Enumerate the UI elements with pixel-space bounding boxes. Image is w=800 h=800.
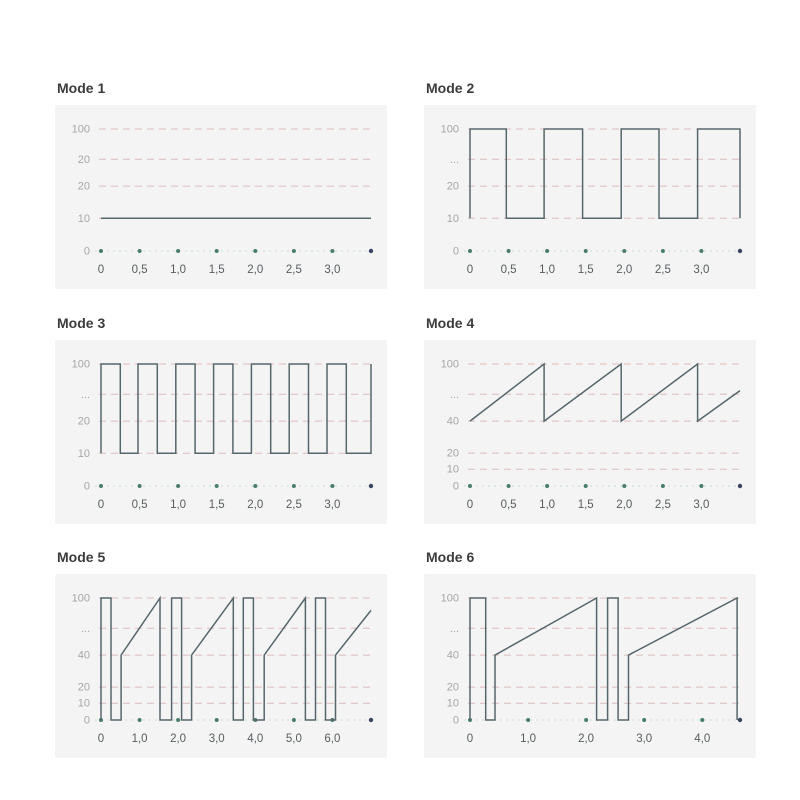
chart-title-mode-6: Mode 6 — [426, 549, 475, 565]
x-tick-label: 3,0 — [324, 264, 341, 276]
y-tick-label: 20 — [446, 447, 459, 460]
x-tick-label: 2,5 — [285, 264, 302, 276]
x-tick-label: 2,0 — [170, 733, 187, 745]
x-tick-label: 0,5 — [131, 264, 148, 276]
x-tick-label: 2,0 — [616, 264, 633, 276]
x-axis-dot — [176, 484, 180, 488]
x-axis-end-dot — [738, 484, 742, 488]
x-axis-dot — [176, 249, 180, 253]
chart-canvas-mode-6 — [424, 574, 756, 758]
x-tick-label: 0,5 — [131, 499, 148, 511]
chart-mode-5 — [55, 549, 387, 758]
y-tick-label: 100 — [71, 123, 90, 136]
chart-title-mode-5: Mode 5 — [57, 549, 106, 565]
x-tick-label: 0 — [97, 264, 105, 276]
chart-plot — [55, 340, 387, 524]
x-tick-label: 0 — [466, 264, 474, 276]
chart-title-mode-3: Mode 3 — [57, 315, 106, 331]
y-tick-label: 100 — [71, 592, 90, 605]
x-axis-dot — [292, 484, 296, 488]
chart-plot — [424, 340, 756, 524]
x-tick-label: 3,0 — [208, 733, 225, 745]
y-tick-label: 10 — [77, 212, 90, 225]
x-axis-dot — [330, 484, 334, 488]
y-tick-label: 0 — [452, 245, 459, 258]
x-axis-dot — [622, 484, 626, 488]
x-tick-label: 1,5 — [577, 499, 594, 511]
x-axis-dot — [468, 249, 472, 253]
x-tick-label: 3,0 — [324, 499, 341, 511]
y-tick-label: 0 — [452, 714, 459, 727]
chart-plot — [424, 105, 756, 289]
y-tick-label: 0 — [452, 480, 459, 493]
x-tick-label: 2,0 — [247, 499, 264, 511]
x-tick-label: 1,0 — [539, 264, 556, 276]
x-axis-dot — [468, 484, 472, 488]
x-tick-label: 4,0 — [694, 733, 711, 745]
x-axis-end-dot — [738, 249, 742, 253]
y-tick-label: 10 — [446, 697, 459, 710]
chart-mode-4 — [424, 315, 756, 524]
y-tick-label: 0 — [83, 714, 90, 727]
x-tick-label: 4,0 — [247, 733, 264, 745]
x-tick-label: 3,0 — [636, 733, 653, 745]
x-tick-label: 1,0 — [170, 264, 187, 276]
x-axis-dot — [545, 249, 549, 253]
x-tick-label: 1,0 — [520, 733, 537, 745]
y-tick-label: 100 — [71, 358, 90, 371]
x-axis-end-dot — [369, 249, 373, 253]
x-tick-label: 0 — [466, 499, 474, 511]
y-tick-label: 40 — [77, 649, 90, 662]
x-axis-dot — [215, 718, 219, 722]
x-axis-dot — [292, 249, 296, 253]
x-tick-label: 1,5 — [208, 499, 225, 511]
y-tick-label: 20 — [77, 415, 90, 428]
x-tick-label: 1,0 — [539, 499, 556, 511]
chart-canvas-mode-2 — [424, 105, 756, 289]
y-tick-label: 0 — [83, 480, 90, 493]
x-axis-dot — [584, 249, 588, 253]
chart-plot — [55, 574, 387, 758]
y-tick-label: 0 — [83, 245, 90, 258]
x-axis-dot — [330, 249, 334, 253]
x-axis-dot — [507, 249, 511, 253]
x-axis-dot — [661, 484, 665, 488]
chart-mode-1 — [55, 80, 387, 289]
waveform-line — [470, 364, 740, 421]
x-axis-dot — [253, 249, 257, 253]
x-axis-dot — [526, 718, 530, 722]
y-tick-label: 20 — [446, 180, 459, 193]
chart-plot — [55, 105, 387, 289]
x-tick-label: 1,5 — [208, 264, 225, 276]
x-tick-label: 0 — [97, 499, 105, 511]
y-tick-label: ... — [80, 388, 90, 401]
x-axis-dot — [176, 718, 180, 722]
x-axis-end-dot — [738, 718, 742, 722]
x-tick-label: 0 — [466, 733, 474, 745]
y-tick-label: ... — [449, 388, 459, 401]
x-tick-label: 1,5 — [577, 264, 594, 276]
x-axis-dot — [215, 249, 219, 253]
chart-mode-2 — [424, 80, 756, 289]
chart-canvas-mode-1 — [55, 105, 387, 289]
y-tick-label: 20 — [77, 681, 90, 694]
x-axis-dot — [138, 718, 142, 722]
x-axis-dot — [507, 484, 511, 488]
y-tick-label: 40 — [446, 415, 459, 428]
x-tick-label: 3,0 — [693, 264, 710, 276]
x-tick-label: 2,5 — [654, 264, 671, 276]
x-axis-dot — [138, 249, 142, 253]
x-tick-label: 3,0 — [693, 499, 710, 511]
x-axis-dot — [700, 718, 704, 722]
chart-title-mode-2: Mode 2 — [426, 80, 475, 96]
x-tick-label: 2,0 — [247, 264, 264, 276]
y-tick-label: 10 — [446, 463, 459, 476]
x-axis-end-dot — [369, 484, 373, 488]
x-axis-dot — [292, 718, 296, 722]
x-axis-dot — [99, 484, 103, 488]
x-axis-dot — [661, 249, 665, 253]
x-axis-dot — [253, 484, 257, 488]
x-axis-dot — [642, 718, 646, 722]
chart-title-mode-1: Mode 1 — [57, 80, 106, 96]
x-axis-end-dot — [369, 718, 373, 722]
chart-mode-3 — [55, 315, 387, 524]
x-axis-dot — [584, 718, 588, 722]
y-tick-label: 10 — [77, 447, 90, 460]
chart-title-mode-4: Mode 4 — [426, 315, 475, 331]
waveform-line — [101, 364, 371, 453]
y-tick-label: 20 — [446, 681, 459, 694]
y-tick-label: ... — [449, 622, 459, 635]
y-tick-label: 10 — [77, 697, 90, 710]
waveform-line — [101, 598, 371, 720]
waveform-line — [470, 129, 740, 218]
chart-plot — [424, 574, 756, 758]
y-tick-label: 100 — [440, 123, 459, 136]
x-axis-dot — [584, 484, 588, 488]
x-axis-dot — [215, 484, 219, 488]
x-tick-label: 2,5 — [285, 499, 302, 511]
x-tick-label: 1,0 — [131, 733, 148, 745]
x-tick-label: 6,0 — [324, 733, 341, 745]
x-axis-dot — [699, 249, 703, 253]
x-tick-label: 2,0 — [578, 733, 595, 745]
x-tick-label: 0,5 — [500, 499, 517, 511]
chart-mode-6 — [424, 549, 756, 758]
x-axis-dot — [545, 484, 549, 488]
x-tick-label: 1,0 — [170, 499, 187, 511]
y-tick-label: 100 — [440, 358, 459, 371]
x-tick-label: 5,0 — [285, 733, 302, 745]
y-tick-label: 20 — [77, 153, 90, 166]
y-tick-label: ... — [80, 622, 90, 635]
y-tick-label: 20 — [77, 180, 90, 193]
y-tick-label: 10 — [446, 212, 459, 225]
x-axis-dot — [622, 249, 626, 253]
x-axis-dot — [99, 249, 103, 253]
y-tick-label: ... — [449, 153, 459, 166]
x-tick-label: 0 — [97, 733, 105, 745]
x-tick-label: 2,5 — [654, 499, 671, 511]
x-axis-dot — [138, 484, 142, 488]
y-tick-label: 40 — [446, 649, 459, 662]
x-axis-dot — [699, 484, 703, 488]
y-tick-label: 100 — [440, 592, 459, 605]
chart-canvas-mode-4 — [424, 340, 756, 524]
chart-canvas-mode-5 — [55, 574, 387, 758]
x-tick-label: 0,5 — [500, 264, 517, 276]
chart-canvas-mode-3 — [55, 340, 387, 524]
waveform-line — [470, 598, 737, 720]
x-tick-label: 2,0 — [616, 499, 633, 511]
